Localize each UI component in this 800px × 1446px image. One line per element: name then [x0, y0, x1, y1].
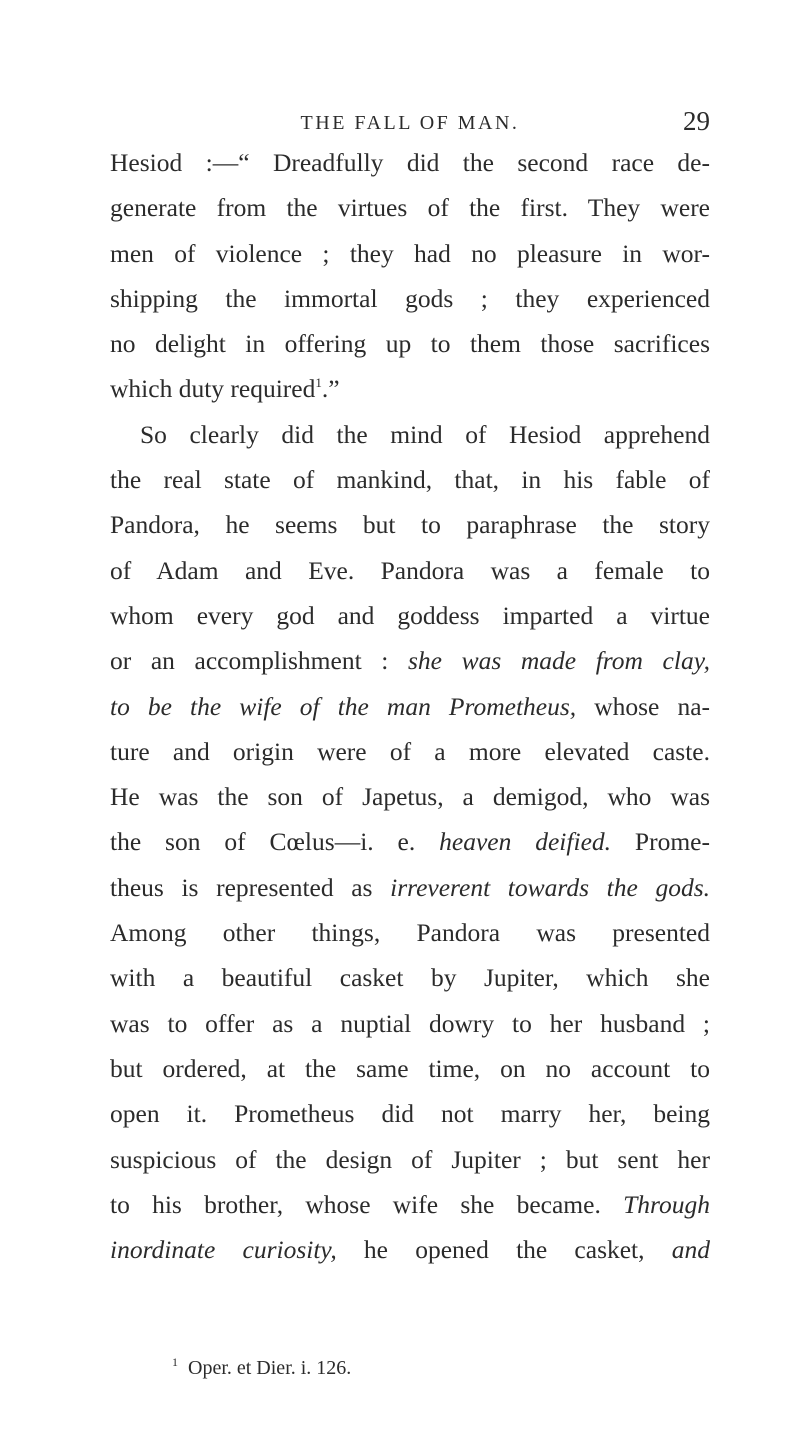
text-line: which duty required$^1$.” — [110, 374, 340, 404]
text-line: no delight in offering up to them those sacrifices — [110, 329, 710, 359]
text-line: So clearly did the mind of Hesiod apprehend — [140, 419, 710, 449]
footnote-reference: 1 — [315, 375, 322, 391]
text-line: but ordered, at the same time, on no account to — [110, 1053, 710, 1083]
footnote-text: Oper. et Dier. i. 126. — [188, 1357, 352, 1379]
text-line: Pandora, he seems but to paraphrase the story — [110, 510, 710, 540]
page-number: 29 — [683, 106, 710, 136]
text-line: inordinate curiosity, he opened the casket, and — [110, 1235, 710, 1265]
text-line: suspicious of the design of Jupiter ; but sent her — [110, 1144, 710, 1174]
text-line: theus is represented as irreverent towards the gods. — [110, 872, 710, 902]
text-line: Hesiod :—“ Dreadfully did the second race de- — [110, 148, 710, 177]
footnote-marker: 1 — [172, 1355, 178, 1369]
text-line: generate from the virtues of the first. They were — [110, 193, 710, 223]
text-line: the real state of mankind, that, in his fable of — [110, 465, 710, 495]
text-line: was to offer as a nuptial dowry to her husband ; — [110, 1008, 710, 1038]
text-line: open it. Prometheus did not marry her, being — [110, 1099, 710, 1129]
body-text — [110, 140, 710, 1272]
text-line: men of violence ; they had no pleasure in wor- — [110, 238, 710, 268]
footnote — [172, 1355, 351, 1380]
text-line: the son of Cœlus—i. e. heaven deified. Prome- — [110, 827, 710, 857]
text-line: to be the wife of the man Prometheus, whose na- — [110, 691, 710, 721]
text-line: to his brother, whose wife she became. Through — [110, 1189, 710, 1219]
text-line: Among other things, Pandora was presented — [110, 918, 710, 948]
text-line: whom every god and goddess imparted a virtue — [110, 600, 710, 630]
text-line: shipping the immortal gods ; they experienced — [110, 283, 710, 313]
running-title: THE FALL OF MAN. — [300, 112, 520, 134]
text-line: or an accomplishment : she was made from clay, — [110, 646, 710, 676]
text-line: with a beautiful casket by Jupiter, which she — [110, 963, 710, 993]
text-line: ture and origin were of a more elevated caste. — [110, 736, 710, 766]
text-line: He was the son of Japetus, a demigod, who was — [110, 782, 710, 812]
text-line: of Adam and Eve. Pandora was a female to — [110, 555, 710, 585]
